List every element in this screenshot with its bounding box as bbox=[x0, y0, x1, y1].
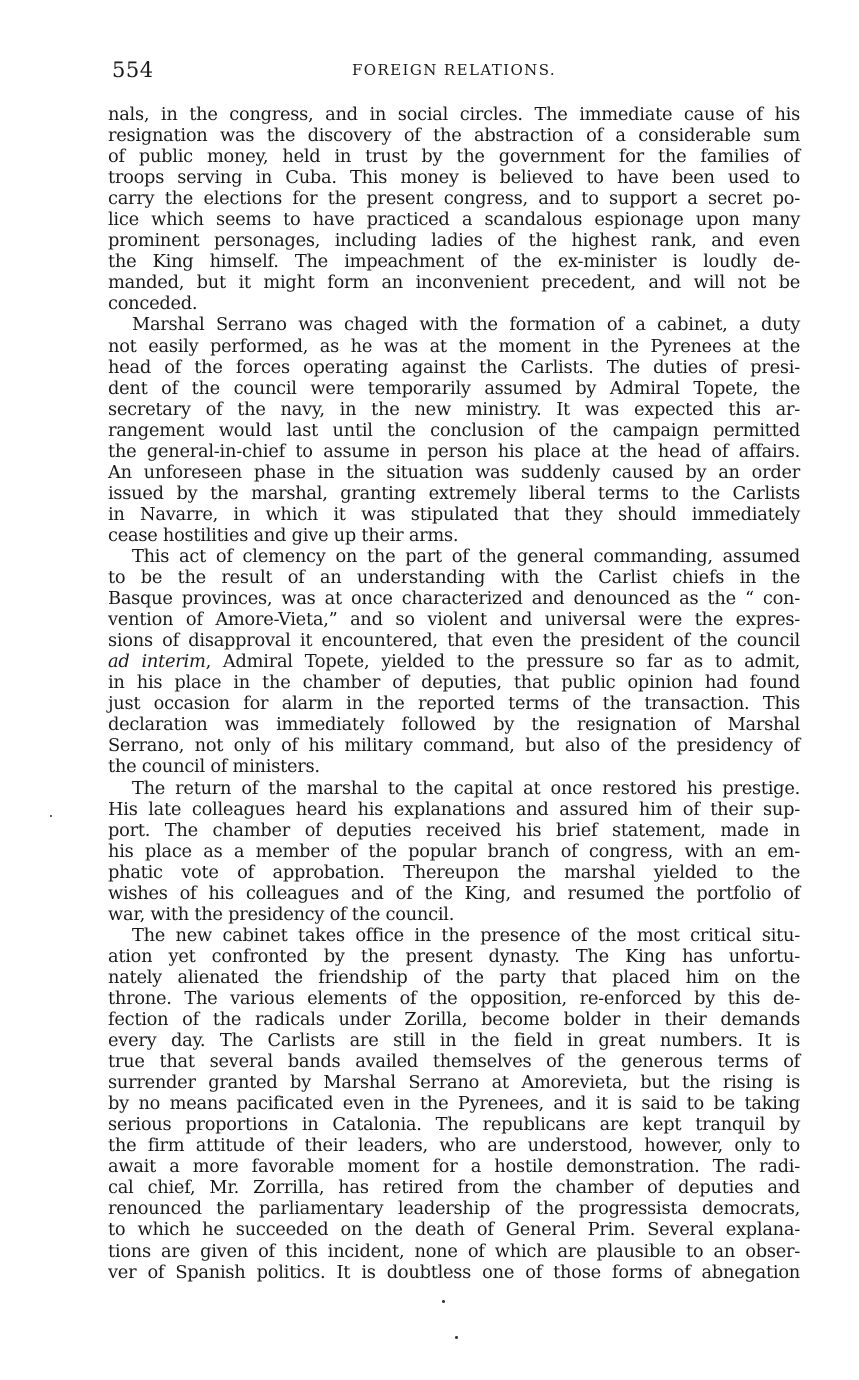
text-line: Basque provinces, was at once characterized and denounced as the “ con- bbox=[108, 588, 800, 610]
text-line: serious proportions in Catalonia. The republicans are kept tranquil by bbox=[108, 1114, 800, 1136]
text-line: in Navarre, in which it was stipulated that they should immediately bbox=[108, 503, 800, 525]
text-line: throne. The various elements of the opposition, re-enforced by this de- bbox=[108, 987, 800, 1009]
text-line-rest: , Admiral Topete, yielded to the pressure so far as to admit, bbox=[205, 651, 801, 673]
text-line: conceded. bbox=[108, 293, 198, 315]
text-line: by no means pacificated even in the Pyrenees, and it is said to be taking bbox=[108, 1093, 800, 1115]
text-line: the firm attitude of their leaders, who are understood, however, only to bbox=[108, 1135, 800, 1157]
text-line: surrender granted by Marshal Serrano at Amorevieta, but the rising is bbox=[108, 1072, 800, 1094]
text-line: sions of disapproval it encountered, that even the president of the council bbox=[108, 630, 800, 652]
text-line: dent of the council were temporarily assumed by Admiral Topete, the bbox=[108, 377, 800, 399]
text-line: to be the result of an understanding with the Carlist chiefs in the bbox=[108, 567, 800, 589]
text-line: Serrano, not only of his military command, but also of the presidency of bbox=[108, 735, 800, 757]
text-line: in his place in the chamber of deputies, that public opinion had found bbox=[108, 672, 800, 694]
text-line: cal chief, Mr. Zorrilla, has retired from the chamber of deputies and bbox=[108, 1177, 800, 1199]
text-line: renounced the parliamentary leadership of the progressista democrats, bbox=[108, 1198, 800, 1220]
body-text bbox=[108, 104, 800, 1283]
text-line-with-italic bbox=[108, 651, 800, 672]
text-line: the King himself. The impeachment of the ex-minister is loudly de- bbox=[108, 251, 800, 273]
text-line: rangement would last until the conclusion of the campaign permitted bbox=[108, 419, 800, 441]
text-line: not easily performed, as he was at the moment in the Pyrenees at the bbox=[108, 335, 800, 357]
text-line: Marshal Serrano was chaged with the formation of a cabinet, a duty bbox=[132, 314, 800, 336]
text-line: declaration was immediately followed by the resignation of Marshal bbox=[108, 714, 800, 736]
text-line: vention of Amore-Vieta,” and so violent and universal were the expres- bbox=[108, 609, 800, 631]
text-line: cease hostilities and give up their arms. bbox=[108, 524, 459, 546]
text-line: to which he succeeded on the death of General Prim. Several explana- bbox=[108, 1219, 800, 1241]
text-line: of public money, held in trust by the government for the families of bbox=[108, 146, 800, 168]
text-line: head of the forces operating against the Carlists. The duties of presi- bbox=[108, 356, 800, 378]
text-line: His late colleagues heard his explanations and assured him of their sup- bbox=[108, 798, 800, 820]
text-line: carry the elections for the present congress, and to support a secret po- bbox=[108, 188, 800, 210]
text-line: ation yet confronted by the present dynasty. The King has unfortu- bbox=[108, 945, 800, 967]
text-line: the general-in-chief to assume in person his place at the head of affairs. bbox=[108, 440, 800, 462]
print-speck bbox=[455, 1336, 458, 1339]
text-line: every day. The Carlists are still in the field in great numbers. It is bbox=[108, 1030, 800, 1052]
text-line: phatic vote of approbation. Thereupon the marshal yielded to the bbox=[108, 861, 800, 883]
text-line: manded, but it might form an inconvenient precedent, and will not be bbox=[108, 272, 800, 294]
text-line: tions are given of this incident, none of which are plausible to an obser- bbox=[108, 1240, 800, 1262]
text-line: just occasion for alarm in the reported terms of the transaction. This bbox=[108, 693, 800, 715]
italic-phrase: ad interim bbox=[108, 651, 206, 673]
text-line: The new cabinet takes office in the presence of the most critical situ- bbox=[132, 924, 800, 946]
text-line: fection of the radicals under Zorilla, become bolder in their demands bbox=[108, 1009, 800, 1031]
text-line: the council of ministers. bbox=[108, 756, 320, 778]
text-line: prominent personages, including ladies of the highest rank, and even bbox=[108, 230, 800, 252]
text-line: The return of the marshal to the capital at once restored his prestige. bbox=[132, 777, 800, 799]
text-line: war, with the presidency of the council. bbox=[108, 903, 455, 925]
text-line: An unforeseen phase in the situation was suddenly caused by an order bbox=[108, 461, 800, 483]
text-line: port. The chamber of deputies received his brief statement, made in bbox=[108, 819, 800, 841]
running-title: FOREIGN RELATIONS. bbox=[351, 61, 557, 79]
text-line: troops serving in Cuba. This money is believed to have been used to bbox=[108, 167, 800, 189]
text-line: true that several bands availed themselves of the generous terms of bbox=[108, 1051, 800, 1073]
text-line: issued by the marshal, granting extremely liberal terms to the Carlists bbox=[108, 482, 800, 504]
text-line: secretary of the navy, in the new ministry. It was expected this ar- bbox=[108, 398, 800, 420]
page-number: 554 bbox=[112, 58, 154, 82]
text-line: his place as a member of the popular branch of congress, with an em- bbox=[108, 840, 800, 862]
text-line: nately alienated the friendship of the party that placed him on the bbox=[108, 966, 800, 988]
text-line: nals, in the congress, and in social circles. The immediate cause of his bbox=[108, 104, 800, 125]
text-line: resignation was the discovery of the abstraction of a considerable sum bbox=[108, 125, 800, 147]
text-line: lice which seems to have practiced a scandalous espionage upon many bbox=[108, 209, 800, 231]
text-line: wishes of his colleagues and of the King, and resumed the portfolio of bbox=[108, 882, 800, 904]
text-line: await a more favorable moment for a hostile demonstration. The radi- bbox=[108, 1156, 800, 1178]
print-speck bbox=[442, 1300, 445, 1303]
text-line: This act of clemency on the part of the general commanding, assumed bbox=[132, 545, 800, 567]
running-head bbox=[108, 58, 800, 88]
print-speck bbox=[50, 815, 52, 817]
text-line: ver of Spanish politics. It is doubtless one of those forms of abnegation bbox=[108, 1261, 800, 1283]
